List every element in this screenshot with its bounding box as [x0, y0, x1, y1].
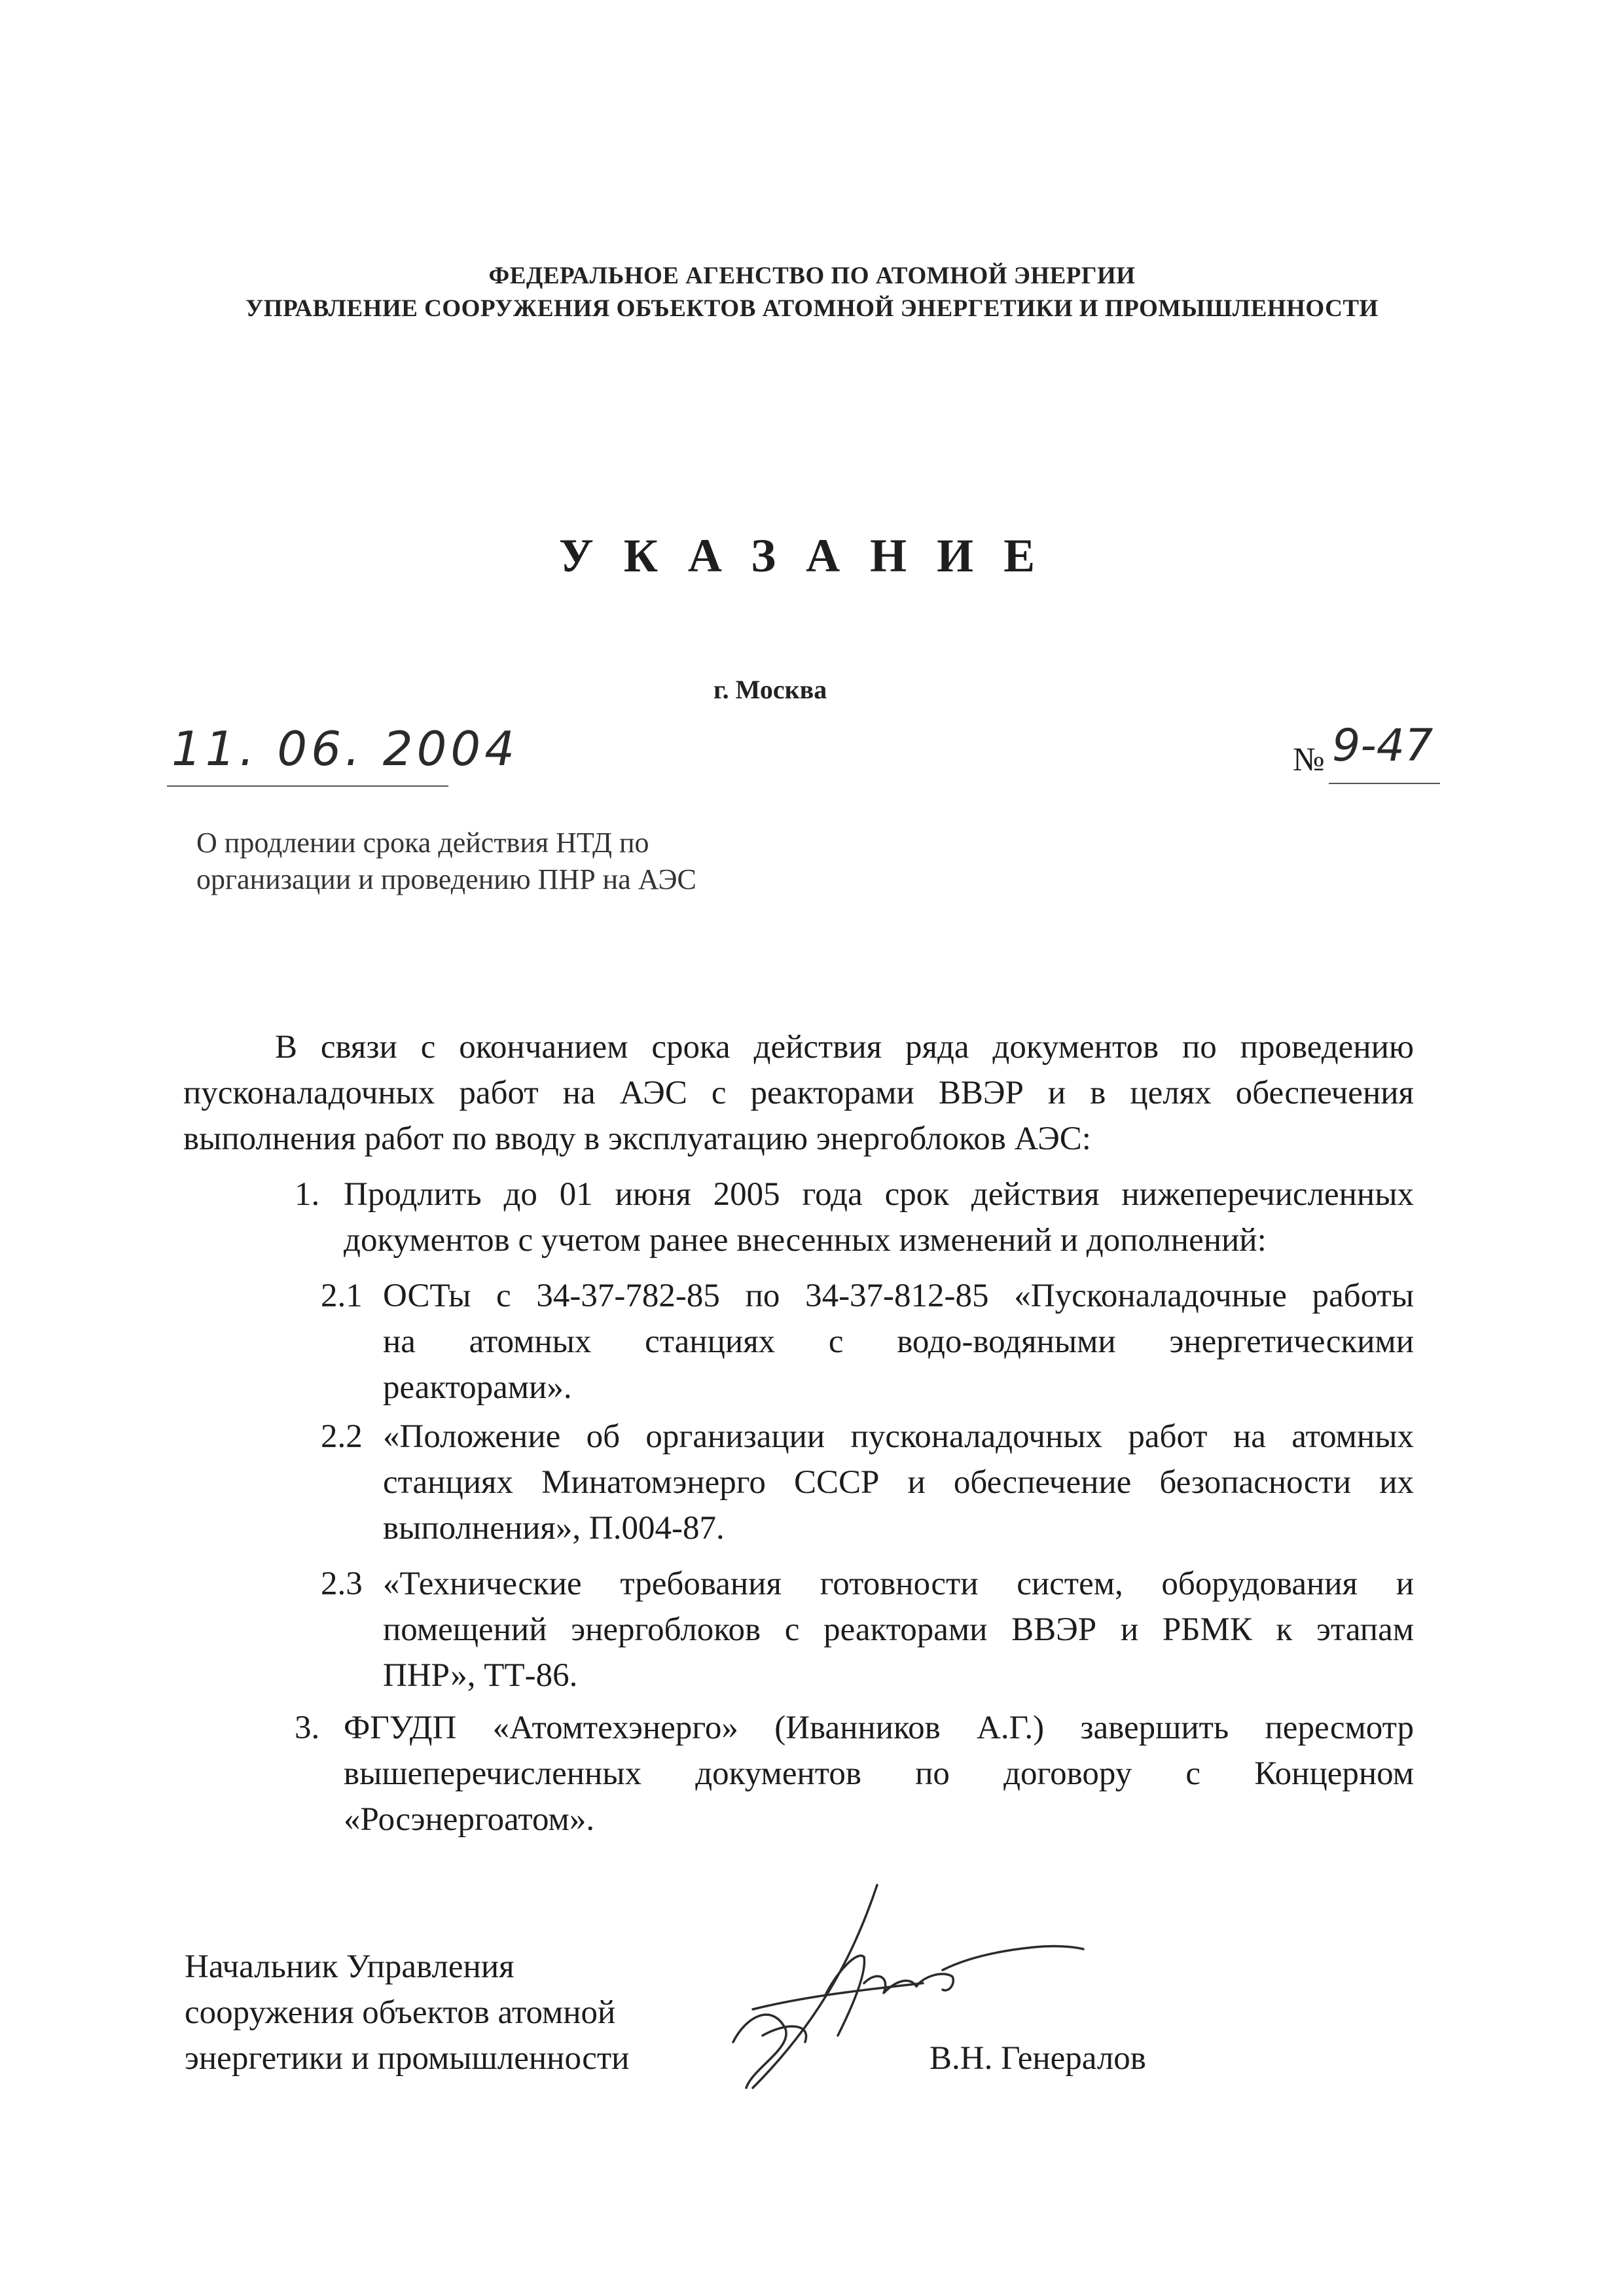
- item-2-1-line-3: реакторами».: [383, 1369, 572, 1406]
- number-label: №: [1293, 742, 1325, 778]
- number-underline: [1329, 780, 1447, 787]
- item-1-line-1: Продлить до 01 июня 2005 года срок действия нижеперечисленных: [344, 1176, 1414, 1213]
- item-2-3-number: 2.3: [321, 1566, 363, 1602]
- document-number: 9-47: [1332, 720, 1434, 772]
- item-2-3-line-2: помещений энергоблоков с реакторами ВВЭР и РБМК к этапам: [383, 1611, 1414, 1648]
- item-2-2-line-3: выполнения», П.004-87.: [383, 1510, 725, 1547]
- item-3-line-2: вышеперечисленных документов по договору с Концерном: [344, 1755, 1414, 1792]
- signatory-name: В.Н. Генералов: [929, 2040, 1146, 2077]
- subject-line-1: О продлении срока действия НТД по: [196, 827, 649, 859]
- item-1-line-2: документов с учетом ранее внесенных изменений и дополнений:: [344, 1222, 1267, 1259]
- subject-line-2: организации и проведению ПНР на АЭС: [196, 863, 696, 895]
- date-underline: [167, 782, 455, 790]
- city: г. Москва: [713, 675, 827, 704]
- item-3-line-1: ФГУДП «Атомтехэнерго» (Иванников А.Г.) завершить пересмотр: [344, 1710, 1414, 1746]
- item-1-number: 1.: [295, 1176, 320, 1213]
- item-2-2-line-1: «Положение об организации пусконаладочных работ на атомных: [383, 1418, 1414, 1455]
- item-2-3-line-3: ПНР», ТТ-86.: [383, 1657, 578, 1694]
- signatory-title-line-1: Начальник Управления: [185, 1948, 514, 1985]
- item-3-line-3: «Росэнергоатом».: [344, 1801, 595, 1838]
- item-2-2-line-2: станциях Минатомэнерго СССР и обеспечение безопасности их: [383, 1464, 1414, 1501]
- item-2-1-line-2: на атомных станциях с водо-водяными энергетическими: [383, 1323, 1414, 1360]
- intro-line-1: В связи с окончанием срока действия ряда документов по проведению: [275, 1029, 1414, 1066]
- item-2-3-line-1: «Технические требования готовности систем, оборудования и: [383, 1566, 1414, 1602]
- signatory-title-line-3: энергетики и промышленности: [185, 2040, 630, 2077]
- item-2-1-number: 2.1: [321, 1278, 363, 1314]
- intro-line-3: выполнения работ по вводу в эксплуатацию энергоблоков АЭС:: [183, 1121, 1091, 1157]
- department-name: УПРАВЛЕНИЕ СООРУЖЕНИЯ ОБЪЕКТОВ АТОМНОЙ ЭНЕРГЕТИКИ И ПРОМЫШЛЕННОСТИ: [245, 295, 1379, 322]
- item-3-number: 3.: [295, 1710, 320, 1746]
- item-2-2-number: 2.2: [321, 1418, 363, 1455]
- agency-name: ФЕДЕРАЛЬНОЕ АГЕНСТВО ПО АТОМНОЙ ЭНЕРГИИ: [488, 262, 1136, 289]
- document-date: 11. 06. 2004: [171, 721, 519, 776]
- item-2-1-line-1: ОСТы с 34-37-782-85 по 34-37-812-85 «Пусконаладочные работы: [383, 1278, 1414, 1314]
- intro-line-2: пусконаладочных работ на АЭС с реакторами ВВЭР и в целях обеспечения: [183, 1075, 1414, 1111]
- signatory-title-line-2: сооружения объектов атомной: [185, 1994, 616, 2031]
- document-title: УКАЗАНИЕ: [558, 529, 1066, 582]
